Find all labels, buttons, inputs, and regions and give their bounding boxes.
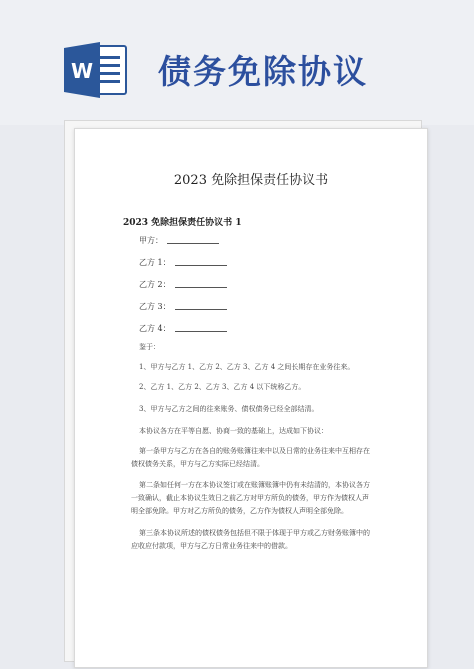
signature-line — [175, 331, 227, 332]
header-title: 债务免除协议 — [158, 52, 368, 91]
whereas-heading: 鉴于： — [139, 343, 160, 351]
signature-line — [175, 309, 227, 310]
party-label: 乙方 1： — [139, 258, 171, 267]
document-page — [74, 128, 428, 668]
document-header — [0, 0, 474, 125]
party-yi-1 — [139, 257, 227, 268]
svg-text:W: W — [70, 59, 94, 83]
party-label: 乙方 4： — [139, 324, 171, 333]
clause-paragraph: 2、乙方 1、乙方 2、乙方 3、乙方 4 以下统称乙方。 — [139, 383, 306, 391]
party-label: 乙方 3： — [139, 302, 171, 311]
document-subtitle: 2023 免除担保责任协议书 1 — [123, 218, 242, 228]
article-one: 第一条甲方与乙方在各自的账务账簿往来中以及日常的业务往来中互相存在债权债务关系，甲方与乙方实际已经结清。 — [131, 447, 370, 468]
clause-paragraph: 1、甲方与乙方 1、乙方 2、乙方 3、乙方 4 之间长期存在业务往来。 — [139, 363, 355, 371]
party-label: 甲方： — [139, 236, 163, 245]
signature-line — [167, 243, 219, 244]
party-label: 乙方 2： — [139, 280, 171, 289]
document-title: 2023 免除担保责任协议书 — [173, 173, 329, 188]
signature-line — [175, 265, 227, 266]
article-three: 第三条本协议所述的债权债务包括但不限于体现于甲方或乙方财务账簿中的应收应付款项，甲方与乙方日常业务往来中的借款。 — [131, 529, 370, 550]
party-jia — [139, 235, 219, 246]
party-yi-2 — [139, 279, 227, 290]
signature-line — [175, 287, 227, 288]
party-yi-4 — [139, 323, 227, 334]
party-yi-3 — [139, 301, 227, 312]
clause-paragraph: 3、甲方与乙方之间的往来账务、债权债务已经全部结清。 — [139, 405, 319, 413]
clause-paragraph: 本协议各方在平等自愿、协商一致的基础上，达成如下协议： — [139, 427, 328, 435]
article-two: 第二条如任何一方在本协议签订或在账簿账簿中仍有未结清的，本协议各方一致确认，截止本协议生效日之前乙方对甲方所负的债务，甲方作为债权人声明全部免除。甲方对乙方所负的债务，乙方作为债权人声明全部免除。 — [131, 481, 370, 515]
word-icon — [60, 40, 132, 100]
